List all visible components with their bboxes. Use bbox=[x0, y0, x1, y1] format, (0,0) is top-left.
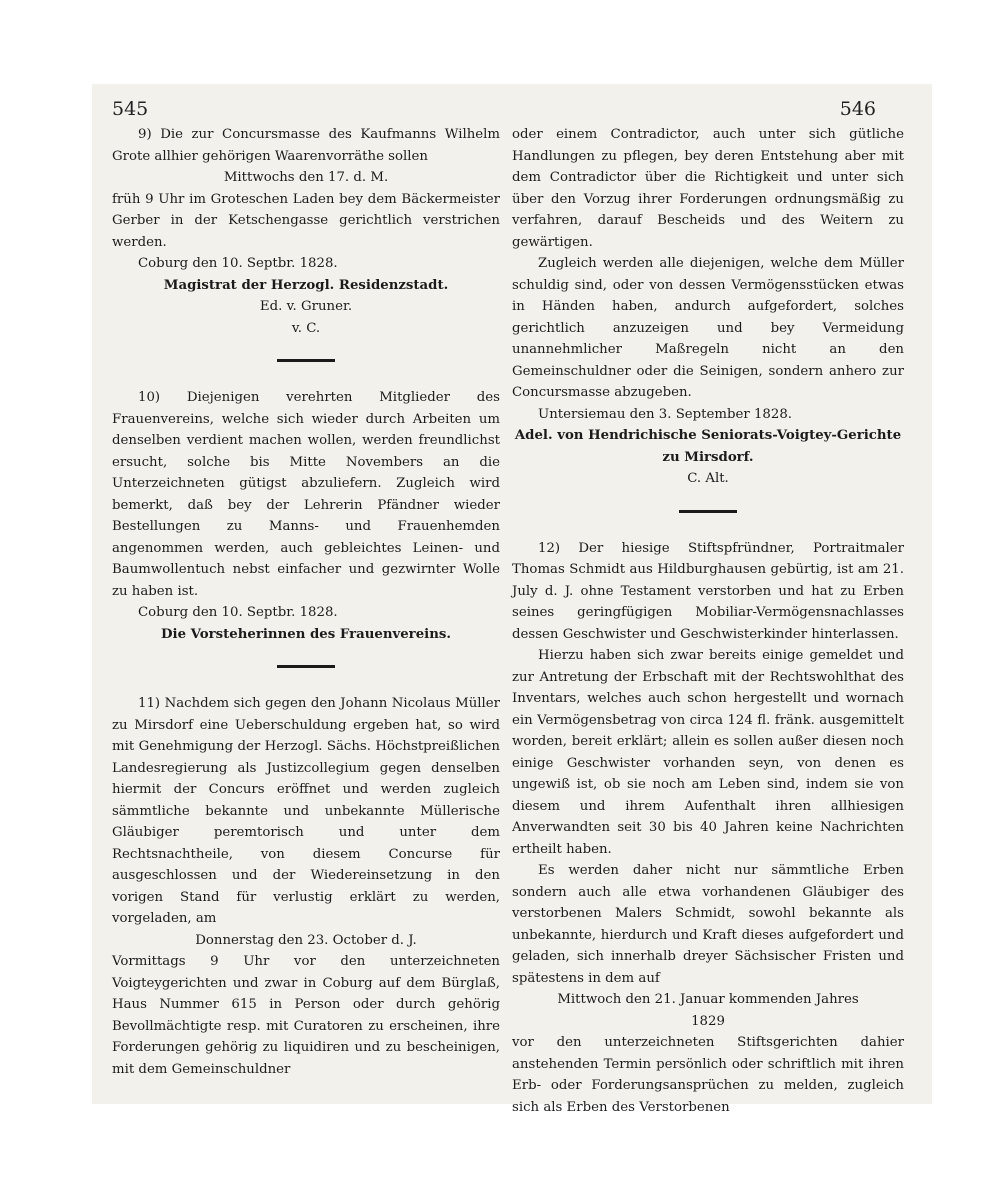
newspaper-page bbox=[92, 84, 932, 1115]
notice-11-continuation: oder einem Contradictor, auch unter sich gütliche Handlungen zu pflegen, bey deren Entstehung aber mit dem Contradictor über die Richtigkeit und unter sich über den Vorzug ihrer Forderungen ordnungsmäßig zu verfahren, darauf Bescheids und des Weitern zu gewärtigen. bbox=[512, 127, 904, 250]
notice-11-second-paragraph: Zugleich werden alle diejenigen, welche dem Müller schuldig sind, oder von dessen Vermögensstücken etwas in Händen haben, andurch aufgefordert, solches gerichtlich anzuzeigen und bey Vermeidung unannehmlicher Maßregeln nicht an den Gemeinschuldner oder die Seinigen, sondern anhero zur Concursmasse abzugeben. bbox=[512, 256, 904, 400]
notice-11-date: Donnerstag den 23. October d. J. bbox=[195, 932, 417, 948]
page-number-right: 546 bbox=[839, 98, 876, 120]
notice-9-text-continued: früh 9 Uhr im Groteschen Laden bey dem Bäckermeister Gerber in der Ketschengasse gerichtlich verstrichen werden. bbox=[112, 191, 500, 250]
notice-10-text: 10) Diejenigen verehrten Mitglieder des Frauenvereins, welche sich wieder durch Arbeiten um denselben verdient machen wollen, werden freundlichst ersucht, solche bis Mitte Novembers an die Unterzeichneten gütigst abzuliefern. Zugleich wird bemerkt, daß bey der Lehrerin Pfändner wieder Bestellungen zu Manns- und Frauenhemden angenommen werden, auch gebleichtes Leinen- und Baumwollentuch nebst einfacher und gezwirnter Wolle zu haben ist. bbox=[112, 390, 500, 599]
notice-9-authority: Magistrat der Herzogl. Residenzstadt. bbox=[163, 277, 449, 293]
notice-9-place-date: Coburg den 10. Septbr. 1828. bbox=[138, 256, 338, 271]
notice-12-second-paragraph: Hierzu haben sich zwar bereits einige gemeldet und zur Antretung der Erbschaft mit der Rechtswohlthat des Inventars, welches auch schon hergestellt und wornach ein Vermögensbetrag von circa 124 fl. fränk. ausgemittelt worden, bereit erklärt; allein es sollen außer diesen noch einige Geschwister vorhanden seyn, von denen es ungewiß ist, ob sie noch am Leben sind, indem sie von diesem und ihrem Aufenthalt ihren allhiesigen Anverwandten seit 30 bis 40 Jahren keine Nachrichten ertheilt haben. bbox=[512, 648, 904, 857]
notice-12-text: 12) Der hiesige Stiftspfründner, Portraitmaler Thomas Schmidt aus Hildburghausen gebürtig, ist am 21. July d. J. ohne Testament verstorben und hat zu Erben seines geringfügigen Mobiliar-Vermögensnachlasses dessen Geschwister und Geschwisterkinder hinterlassen. bbox=[512, 540, 904, 642]
notice-11-authority: Adel. von Hendrichische Seniorats-Voigtey-Gerichte zu Mirsdorf. bbox=[514, 428, 902, 465]
notice-12-text-continued: vor den unterzeichneten Stiftsgerichten dahier anstehenden Termin persönlich oder schriftlich mit ihren Erb- oder Forderungsansprüchen zu melden, zugleich sich als Erben des Verstorbenen bbox=[512, 1035, 904, 1115]
notice-11-place-date: Untersiemau den 3. September 1828. bbox=[538, 406, 793, 422]
notice-9-signer-initials: v. C. bbox=[291, 320, 321, 336]
notice-12-date: Mittwoch den 21. Januar kommenden Jahres bbox=[557, 992, 859, 1007]
notice-9-signer: Ed. v. Gruner. bbox=[259, 299, 353, 314]
separator-rule bbox=[277, 665, 335, 668]
notice-11-signer: C. Alt. bbox=[687, 471, 729, 486]
notice-9-date: Mittwochs den 17. d. M. bbox=[223, 170, 389, 185]
notice-11-text: 11) Nachdem sich gegen den Johann Nicolaus Müller zu Mirsdorf eine Ueberschuldung ergeben hat, so wird mit Genehmigung der Herzogl. Sächs. Höchstpreißlichen Landesregierung als Justizcollegium gegen denselben hiermit der Concurs eröffnet und werden zugleich sämmtliche bekannte und unbekannte Müllerische Gläubiger peremtorisch und unter dem Rechtsnachtheile, von diesem Concurse für ausgeschlossen und der Wiedereinsetzung in den vorigen Stand für verlustig erklärt zu werden, vorgeladen, am bbox=[112, 696, 500, 926]
notice-9-text: 9) Die zur Concursmasse des Kaufmanns Wilhelm Grote allhier gehörigen Waarenvorräthe sollen bbox=[112, 127, 500, 164]
page-number-left: 545 bbox=[112, 98, 149, 120]
separator-rule bbox=[679, 510, 737, 513]
notice-12-year: 1829 bbox=[691, 1013, 725, 1029]
right-column bbox=[512, 124, 904, 1118]
separator-rule bbox=[277, 359, 335, 362]
notice-10-place-date: Coburg den 10. Septbr. 1828. bbox=[138, 605, 338, 620]
notice-10-signer: Die Vorsteherinnen des Frauenvereins. bbox=[161, 626, 451, 642]
notice-11-text-continued: Vormittags 9 Uhr vor den unterzeichneten Voigteygerichten und zwar in Coburg auf dem Bürglaß, Haus Nummer 615 in Person oder durch gehörig Bevollmächtigte resp. mit Curatoren zu erscheinen, ihre Forderungen gehörig zu liquidiren und zu bescheinigen, mit dem Gemeinschuldner bbox=[112, 954, 500, 1077]
left-column bbox=[112, 124, 500, 1080]
notice-12-third-paragraph: Es werden daher nicht nur sämmtliche Erben sondern auch alle etwa vorhandenen Gläubiger des verstorbenen Malers Schmidt, sowohl bekannte als unbekannte, hierdurch und Kraft dieses aufgefordert und geladen, sich innerhalb dreyer Sächsischer Fristen und spätestens in dem auf bbox=[512, 863, 904, 986]
